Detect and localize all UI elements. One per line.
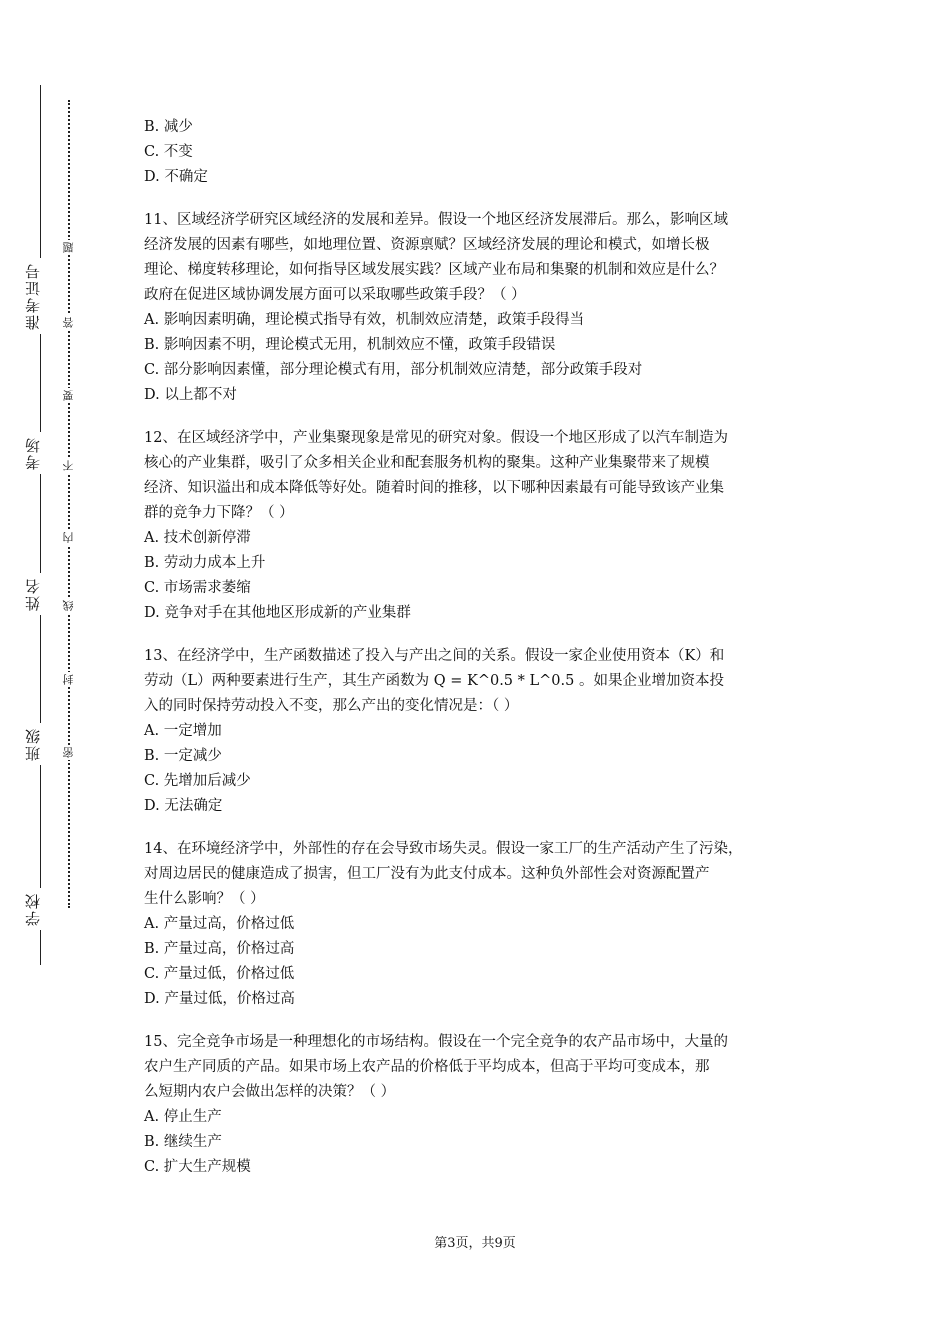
option: B. 影响因素不明，理论模式无用，机制效应不懂，政策手段错误	[144, 337, 556, 353]
question-line: 14、在环境经济学中，外部性的存在会导致市场失灵。假设一家工厂的生产活动产生了污染，	[144, 841, 743, 857]
question-line: 经济发展的因素有哪些，如地理位置、资源禀赋？区域经济发展的理论和模式，如增长极	[144, 237, 710, 253]
question-line: 理论、梯度转移理论，如何指导区域发展实践？区域产业布局和集聚的机制和效应是什么？	[144, 262, 724, 278]
seal-char: 要	[60, 388, 78, 403]
question-line: 农户生产同质的产品。如果市场上农产品的价格低于平均成本，但高于平均可变成本，那	[144, 1059, 710, 1075]
option: B. 减少	[144, 119, 193, 135]
seal-char: 答	[60, 315, 78, 330]
question-line: 13、在经济学中，生产函数描述了投入与产出之间的关系。假设一家企业使用资本（K）和	[144, 648, 725, 664]
name-label: 姓名	[20, 573, 46, 615]
seal-char: 题	[60, 240, 78, 255]
option: C. 产量过低，价格过低	[144, 966, 295, 982]
question-line: 群的竞争力下降？（ ）	[144, 505, 294, 521]
question-line: 劳动（L）两种要素进行生产，其生产函数为 Q = K^0.5 * L^0.5 。如果企业增加资本投	[144, 673, 724, 689]
option: D. 以上都不对	[144, 387, 237, 403]
question-line: 15、完全竞争市场是一种理想化的市场结构。假设在一个完全竞争的农产品市场中，大量的	[144, 1034, 728, 1050]
question-15	[144, 1030, 824, 1180]
question-line: 生什么影响？（ ）	[144, 891, 265, 907]
option: C. 扩大生产规模	[144, 1159, 251, 1175]
question-line: 入的同时保持劳动投入不变，那么产出的变化情况是：（ ）	[144, 698, 519, 714]
binding-margin	[0, 0, 90, 1344]
option: A. 停止生产	[144, 1109, 222, 1125]
option: D. 竞争对手在其他地区形成新的产业集群	[144, 605, 411, 621]
question-content	[144, 115, 824, 1180]
option: D. 产量过低，价格过高	[144, 991, 295, 1007]
question-12	[144, 426, 824, 626]
seal-char: 内	[60, 530, 78, 545]
option: D. 不确定	[144, 169, 208, 185]
question-line: 核心的产业集群，吸引了众多相关企业和配套服务机构的聚集。这种产业集聚带来了规模	[144, 455, 710, 471]
option: A. 一定增加	[144, 723, 222, 739]
binding-dotted-line	[68, 100, 70, 908]
exam-number-label: 准考证号	[20, 258, 46, 334]
question-13	[144, 644, 824, 819]
class-label: 班级	[20, 723, 46, 765]
school-label: 学校	[20, 888, 46, 930]
option: B. 一定减少	[144, 748, 222, 764]
question-line: 政府在促进区域协调发展方面可以采取哪些政策手段？（ ）	[144, 287, 526, 303]
question-11	[144, 208, 824, 408]
option: C. 不变	[144, 144, 193, 160]
seal-char: 封	[60, 672, 78, 687]
question-line: 么短期内农户会做出怎样的决策？（ ）	[144, 1084, 396, 1100]
option: A. 技术创新停滞	[144, 530, 251, 546]
binding-solid-line	[40, 85, 41, 965]
seal-char: 线	[60, 598, 78, 613]
question-line: 12、在区域经济学中，产业集聚现象是常见的研究对象。假设一个地区形成了以汽车制造为	[144, 430, 728, 446]
option: B. 继续生产	[144, 1134, 222, 1150]
page-footer: 第3页，共9页	[434, 1236, 516, 1251]
seal-char: 密	[60, 745, 78, 760]
question-line: 经济、知识溢出和成本降低等好处。随着时间的推移，以下哪种因素最有可能导致该产业集	[144, 480, 724, 496]
exam-room-label: 考场	[20, 432, 46, 474]
option: B. 产量过高，价格过高	[144, 941, 295, 957]
question-line: 对周边居民的健康造成了损害，但工厂没有为此支付成本。这种负外部性会对资源配置产	[144, 866, 710, 882]
seal-char: 不	[60, 458, 78, 473]
question-14	[144, 837, 824, 1012]
option: B. 劳动力成本上升	[144, 555, 266, 571]
previous-question-options	[144, 115, 824, 190]
option: C. 部分影响因素懂，部分理论模式有用，部分机制效应清楚，部分政策手段对	[144, 362, 643, 378]
option: D. 无法确定	[144, 798, 223, 814]
option: C. 先增加后减少	[144, 773, 251, 789]
option: A. 产量过高，价格过低	[144, 916, 295, 932]
option: A. 影响因素明确，理论模式指导有效，机制效应清楚，政策手段得当	[144, 312, 585, 328]
option: C. 市场需求萎缩	[144, 580, 251, 596]
question-line: 11、区域经济学研究区域经济的发展和差异。假设一个地区经济发展滞后。那么，影响区域	[144, 212, 728, 228]
